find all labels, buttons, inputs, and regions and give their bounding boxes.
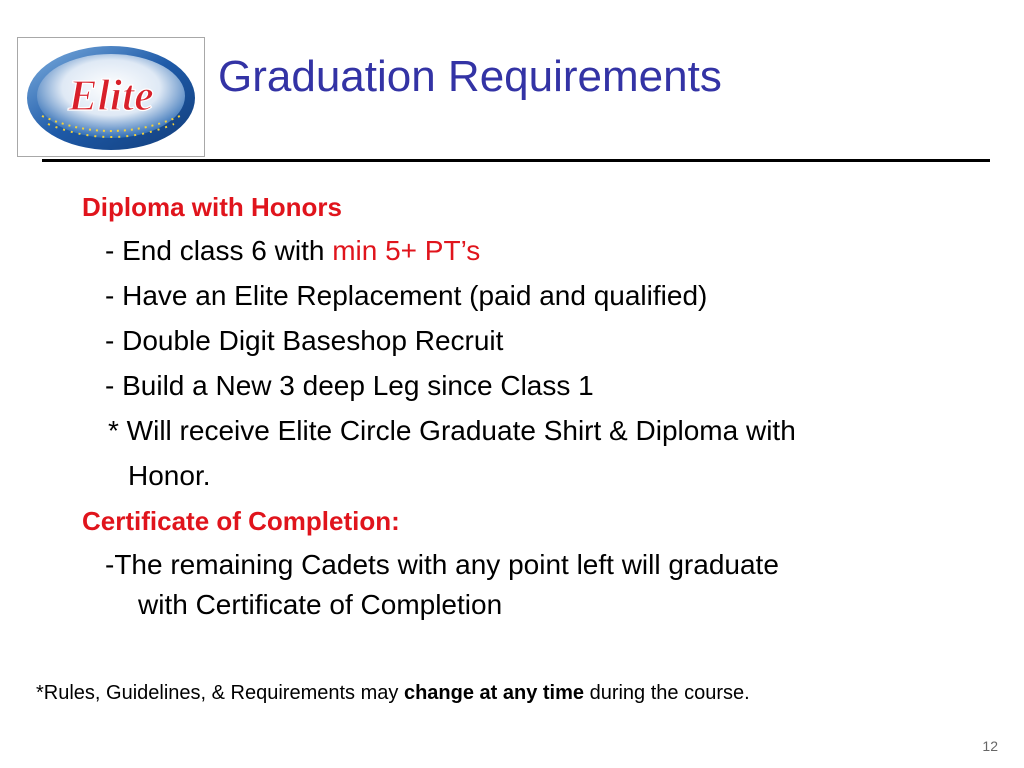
footnote — [36, 679, 750, 707]
footnote-emphasis: change at any time — [403, 682, 585, 704]
elite-logo — [17, 37, 205, 157]
completion-heading: Certificate of Completion: — [82, 506, 400, 536]
slide-title: Graduation Requirements — [218, 52, 722, 101]
honors-note-line-2: Honor. — [128, 460, 211, 491]
completion-item-line-1: -The remaining Cadets with any point left will graduate — [105, 549, 779, 580]
elite-logo-icon — [18, 38, 204, 156]
page-number: 12 — [982, 738, 998, 754]
honors-item-2: - Have an Elite Replacement (paid and qualified) — [105, 280, 708, 311]
completion-item-line-2: with Certificate of Completion — [138, 589, 503, 620]
honors-item-1-text: - End class 6 with — [105, 235, 333, 266]
footnote-suffix: during the course. — [584, 682, 750, 704]
honors-note-line-1: * Will receive Elite Circle Graduate Shirt & Diploma with — [108, 415, 796, 446]
title-divider — [42, 159, 990, 162]
honors-item-3: - Double Digit Baseshop Recruit — [105, 325, 504, 356]
honors-item-1 — [105, 234, 480, 268]
honors-heading: Diploma with Honors — [82, 192, 342, 222]
svg-text:Elite: Elite — [68, 71, 154, 120]
footnote-prefix: *Rules, Guidelines, & Requirements may — [36, 682, 404, 704]
honors-item-1-highlight: min 5+ PT’s — [332, 235, 481, 266]
honors-item-4: - Build a New 3 deep Leg since Class 1 — [105, 370, 594, 401]
